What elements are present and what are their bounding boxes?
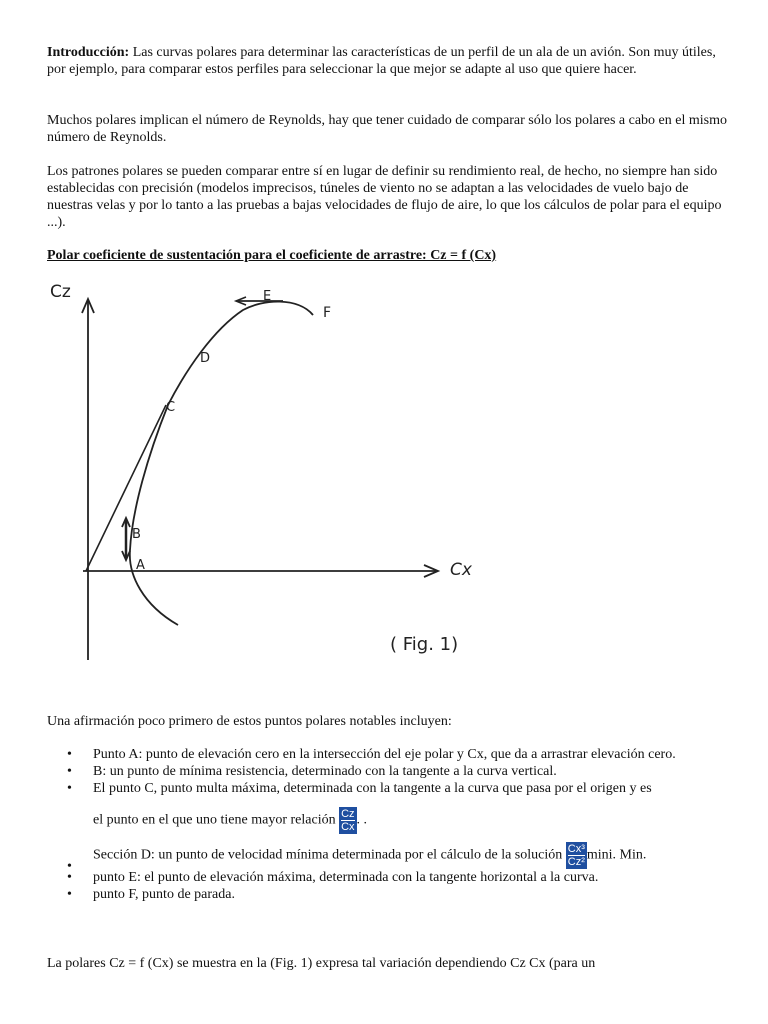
reynolds-paragraph: Muchos polares implican el número de Reynolds, hay que tener cuidado de comparar sólo los polares a cabo en el mismo número de Reynolds. bbox=[47, 113, 727, 145]
list-item bbox=[47, 842, 727, 874]
point-e-text: punto E: el punto de elevación máxima, determinada con la tangente horizontal a la curva. bbox=[93, 870, 599, 885]
formula-denominator: Cx bbox=[341, 821, 355, 833]
ratio-cx3-cz2-formula bbox=[566, 842, 587, 869]
point-c-line2-end: . . bbox=[356, 812, 368, 828]
bullet: • bbox=[67, 781, 72, 796]
point-label-d: D bbox=[200, 351, 211, 366]
point-b-text: B: un punto de mínima resistencia, determinado con la tangente a la curva vertical. bbox=[93, 764, 557, 779]
x-axis-label: Cx bbox=[450, 560, 472, 580]
list-item bbox=[47, 780, 727, 834]
point-d-text: Sección D: un punto de velocidad mínima determinada por el cálculo de la solución bbox=[93, 847, 566, 863]
section-heading: Polar coeficiente de sustentación para el coeficiente de arrastre: Cz = f (Cx) bbox=[47, 248, 497, 263]
formula-numerator: Cz bbox=[341, 808, 355, 820]
point-f-text: punto F, punto de parada. bbox=[93, 887, 235, 902]
point-c-line2 bbox=[93, 807, 367, 834]
intro-label: Introducción: bbox=[47, 45, 130, 60]
intro-text: Las curvas polares para determinar las características de un perfil de un ala de un avión. Son muy útiles, por ejemplo, para comparar estos perfiles para seleccionar la que mejor se adapte al uso que quiere hacer. bbox=[47, 45, 716, 77]
polar-curve bbox=[130, 302, 313, 625]
bullet: • bbox=[67, 870, 72, 885]
point-label-f: F bbox=[323, 305, 332, 321]
formula-numerator: Cx³ bbox=[567, 843, 585, 855]
closing-paragraph: La polares Cz = f (Cx) se muestra en la (Fig. 1) expresa tal variación dependiendo Cz Cx (para un bbox=[47, 956, 596, 971]
point-label-a: A bbox=[136, 558, 145, 573]
patterns-paragraph: Los patrones polares se pueden comparar entre sí en lugar de definir su rendimiento real, de hecho, no siempre han sido establecidas con precisión (modelos imprecisos, túneles de viento no se adaptan a las velocidades de vuelo bajo de nuestras velas y por lo tanto a las pruebas a bajas velocidades de flujo de aire, lo que los cálculos de polar para el equipo ...). bbox=[47, 164, 722, 230]
bullet: • bbox=[67, 747, 72, 762]
polar-curve-figure bbox=[38, 275, 488, 665]
intro-paragraph bbox=[47, 44, 727, 78]
point-d-end: mini. Min. bbox=[586, 847, 647, 863]
list-item bbox=[47, 886, 727, 903]
point-label-b: B bbox=[132, 527, 141, 542]
points-list bbox=[47, 746, 727, 903]
point-c-line2-text: el punto en el que uno tiene mayor relación bbox=[93, 812, 340, 828]
formula-denominator: Cz² bbox=[567, 856, 585, 868]
bullet: • bbox=[67, 887, 72, 902]
list-intro: Una afirmación poco primero de estos puntos polares notables incluyen: bbox=[47, 714, 452, 729]
bullet: • bbox=[67, 859, 72, 874]
point-label-c: C bbox=[166, 400, 176, 415]
point-c-line1: El punto C, punto multa máxima, determinada con la tangente a la curva que pasa por el origen y es bbox=[93, 781, 652, 796]
list-item bbox=[47, 763, 727, 780]
figure-caption: ( Fig. 1) bbox=[390, 634, 459, 655]
list-item bbox=[47, 869, 727, 886]
point-a-text: Punto A: punto de elevación cero en la intersección del eje polar y Cx, que da a arrastrar elevación cero. bbox=[93, 747, 676, 762]
bullet: • bbox=[67, 764, 72, 779]
list-item bbox=[47, 746, 727, 763]
y-axis-label: Cz bbox=[50, 282, 71, 302]
ratio-cz-cx-formula bbox=[339, 807, 356, 834]
point-label-e: E bbox=[263, 289, 272, 304]
